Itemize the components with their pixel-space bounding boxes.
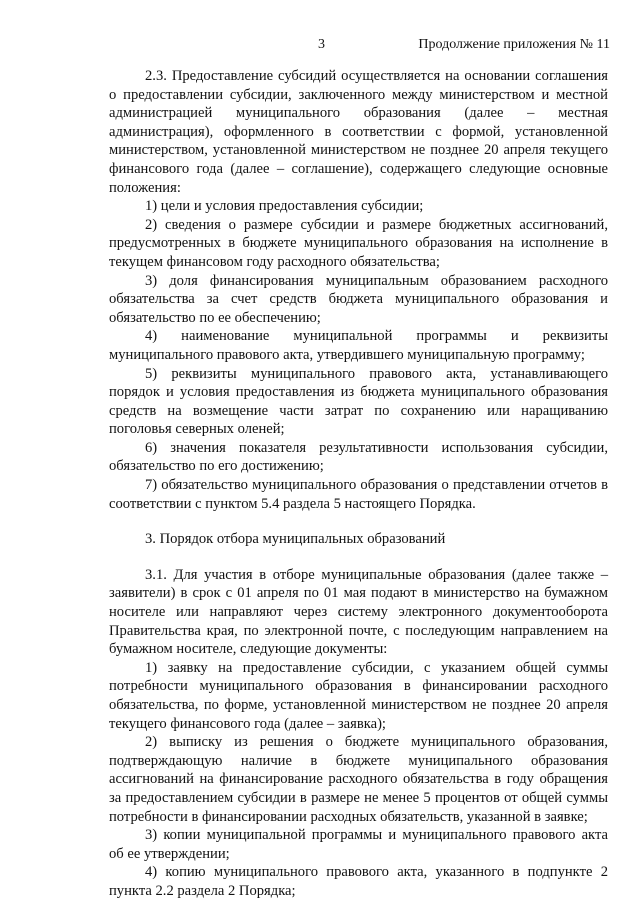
section-3-heading: 3. Порядок отбора муниципальных образований	[145, 531, 446, 548]
running-header: Продолжение приложения № 11	[418, 37, 610, 52]
clause-3-1-item: 1) заявку на предоставление субсидии, с указанием общей суммы потребности муниципального образования в финансировании расходного обязательства, по форме, установленной министерством не позднее 20 апреля текущего финансового года (далее – заявка);	[109, 659, 608, 732]
clause-2-3-item: 2) сведения о размере субсидии и размере бюджетных ассигнований, предусмотренных в бюджете муниципального образования на исполнение в текущем финансовом году расходного обязательства;	[109, 216, 608, 270]
page-number: 3	[318, 37, 325, 52]
clause-2-3-item: 7) обязательство муниципального образования о представлении отчетов в соответствии с пунктом 5.4 раздела 5 настоящего Порядка.	[109, 477, 608, 512]
clause-2-3-item: 6) значения показателя результативности использования субсидии, обязательство по его достижению;	[109, 439, 608, 475]
clause-3-1-item: 4) копию муниципального правового акта, указанного в подпункте 2 пункта 2.2 раздела 2 Порядка;	[109, 864, 608, 899]
document-body	[109, 67, 608, 901]
clause-2-3-item: 3) доля финансирования муниципальным образованием расходного обязательства за счет средств бюджета муниципального образования и обязательство по ее обеспечению;	[109, 272, 608, 326]
clause-2-3-item: 5) реквизиты муниципального правового акта, устанавливающего порядок и условия предоставления из бюджета муниципального образования средств на возмещение части затрат по сохранению или наращиванию поголовья северных оленей;	[109, 365, 608, 438]
clause-2-3-intro: 2.3. Предоставление субсидий осуществляется на основании соглашения о предоставлении субсидии, заключенного между министерством и местной администрацией муниципального образования (далее – местная администрация), оформленного в соответствии с формой, установленной министерством, установленной министерством не позднее 20 апреля текущего финансового года (далее – соглашение), содержащего следующие основные положения:	[109, 68, 608, 196]
clause-3-1-intro: 3.1. Для участия в отборе муниципальные образования (далее также – заявители) в срок с 01 апреля по 01 мая подают в министерство на бумажном носителе или направляют через систему электронного документооборота Правительства края, по электронной почте, с последующим направлением на бумажном носителе, следующие документы:	[109, 566, 608, 658]
clause-3-1-item: 3) копии муниципальной программы и муниципального правового акта об ее утверждении;	[109, 827, 608, 862]
clause-2-3-item: 4) наименование муниципальной программы и реквизиты муниципального правового акта, утвердившего муниципальную программу;	[109, 328, 608, 363]
clause-2-3-item: 1) цели и условия предоставления субсидии;	[145, 198, 424, 215]
clause-3-1-item: 2) выписку из решения о бюджете муниципального образования, подтверждающую наличие в бюджете муниципального образования ассигнований на финансирование расходного обязательства в году обращения за предоставлением субсидии в размере не менее 5 процентов от общей суммы потребности в финансировании расходных обязательств, указанной в заявке;	[109, 734, 608, 825]
